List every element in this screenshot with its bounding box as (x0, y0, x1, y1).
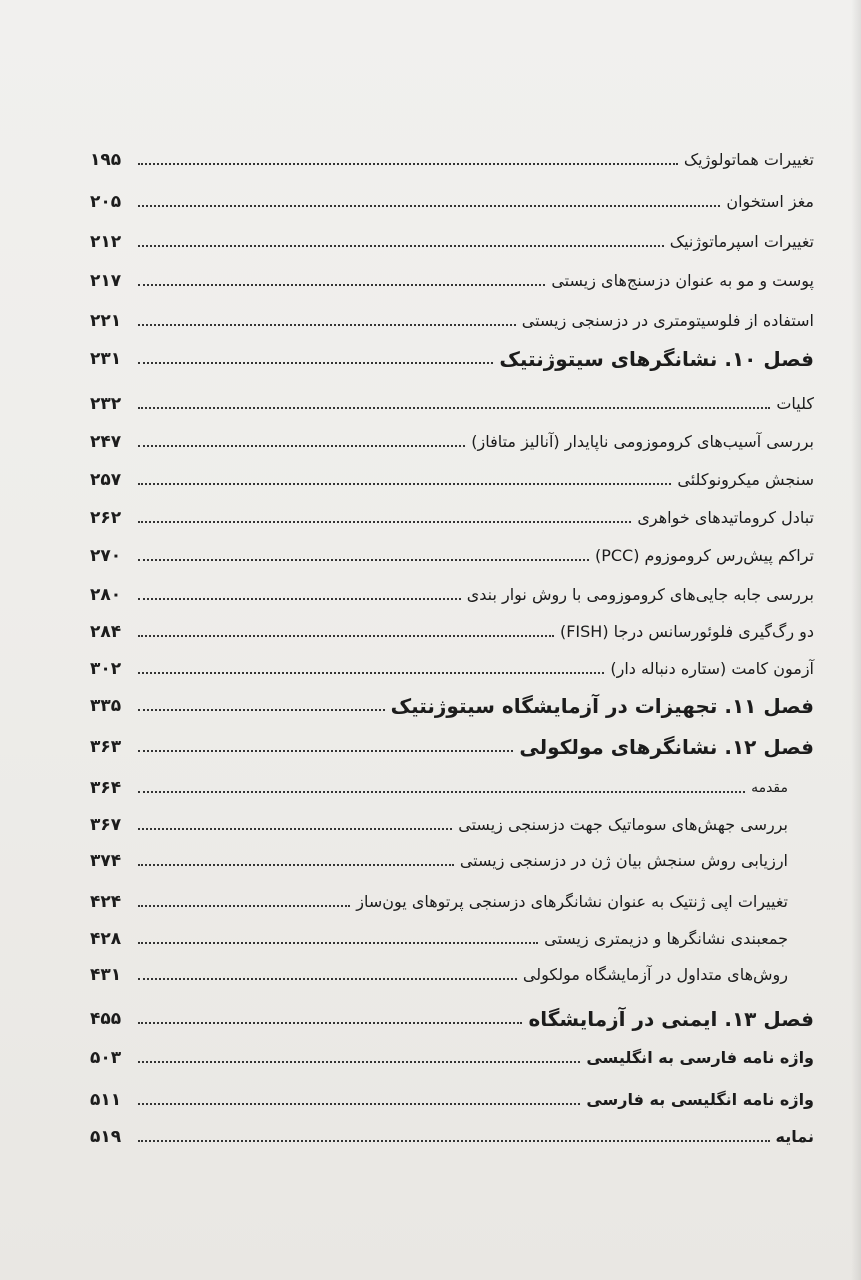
toc-entry (90, 778, 814, 798)
entry-title: بررسی جهش‌های سوماتیک جهت دزسنجی زیستی (458, 815, 788, 834)
entry-title: بررسی آسیب‌های کروموزومی ناپایدار (آنالیز متافاز) (471, 432, 814, 451)
page-number: ۲۳۲ (90, 394, 122, 414)
entry-title: استفاده از فلوسیتومتری در دزسنجی زیستی (521, 311, 814, 330)
dot-leader (138, 521, 631, 523)
toc-entry (90, 965, 814, 985)
toc-entry (90, 659, 814, 679)
page-number: ۲۸۰ (90, 585, 122, 605)
toc-entry (90, 311, 814, 331)
dot-leader (138, 324, 516, 326)
entry-title: نمایه (775, 1127, 814, 1146)
page-number: ۴۳۱ (90, 965, 122, 985)
entry-title: جمعبندی نشانگرها و دزیمتری زیستی (544, 929, 788, 948)
dot-leader (138, 1022, 522, 1024)
dot-leader (138, 163, 678, 165)
toc-entry (90, 192, 814, 212)
page-number: ۲۳۱ (90, 349, 122, 369)
toc-entry (90, 892, 814, 912)
dot-leader (138, 1061, 580, 1063)
toc-entry (90, 1127, 814, 1147)
page-number: ۳۶۷ (90, 815, 122, 835)
dot-leader (138, 672, 604, 674)
page-number: ۲۱۲ (90, 232, 122, 252)
toc-chapter (90, 734, 814, 760)
page-number: ۲۲۱ (90, 311, 122, 331)
toc-entry (90, 1090, 814, 1110)
toc-entry (90, 508, 814, 528)
page-number: ۴۵۵ (90, 1009, 122, 1029)
page-number: ۴۲۴ (90, 892, 122, 912)
dot-leader (138, 905, 350, 907)
page-number: ۲۱۷ (90, 271, 122, 291)
toc-entry (90, 851, 814, 871)
entry-title: پوست و مو به عنوان دزسنج‌های زیستی (551, 271, 814, 290)
entry-title: ارزیابی روش سنجش بیان ژن در دزسنجی زیستی (459, 851, 788, 870)
dot-leader (138, 284, 545, 286)
toc-entry (90, 470, 814, 490)
toc-chapter (90, 693, 814, 719)
page-number: ۲۰۵ (90, 192, 122, 212)
page-number: ۱۹۵ (90, 150, 122, 170)
page-number: ۳۳۵ (90, 696, 122, 716)
page-number: ۲۴۷ (90, 432, 122, 452)
dot-leader (138, 791, 745, 793)
page-number: ۲۶۲ (90, 508, 122, 528)
chapter-title: فصل ۱۳. ایمنی در آزمایشگاه (528, 1007, 814, 1031)
chapter-title: فصل ۱۱. تجهیزات در آزمایشگاه سیتوژنتیک (390, 694, 814, 718)
dot-leader (138, 205, 720, 207)
entry-title: واژه نامه فارسی به انگلیسی (586, 1048, 814, 1067)
dot-leader (138, 362, 493, 364)
page-number: ۳۶۳ (90, 737, 122, 757)
page-number: ۳۶۴ (90, 778, 122, 798)
page-number: ۵۱۹ (90, 1127, 122, 1147)
toc-entry (90, 394, 814, 414)
dot-leader (138, 407, 770, 409)
toc-entry (90, 929, 814, 949)
page-number: ۲۵۷ (90, 470, 122, 490)
entry-title: آزمون کامت (ستاره دنباله دار) (610, 659, 814, 678)
dot-leader (138, 750, 513, 752)
page-number: ۳۷۴ (90, 851, 122, 871)
page-number: ۲۸۴ (90, 622, 122, 642)
dot-leader (138, 978, 517, 980)
dot-leader (138, 445, 465, 447)
dot-leader (138, 709, 385, 711)
page-number: ۳۰۲ (90, 659, 122, 679)
entry-title: تغییرات هماتولوژیک (683, 150, 814, 169)
toc-chapter (90, 1006, 814, 1032)
chapter-title: فصل ۱۲. نشانگرهای مولکولی (519, 735, 814, 759)
dot-leader (138, 1140, 770, 1142)
toc-entry (90, 546, 814, 566)
toc-chapter (90, 346, 814, 372)
entry-title: سنجش میکرونوکلئی (677, 470, 814, 489)
page-edge-shadow (851, 0, 861, 1280)
toc-entry (90, 622, 814, 642)
entry-title: بررسی جابه جایی‌های کروموزومی با روش نوار بندی (466, 585, 814, 604)
toc-entry (90, 271, 814, 291)
entry-title: مقدمه (751, 780, 788, 796)
page-number: ۴۲۸ (90, 929, 122, 949)
toc-entry (90, 585, 814, 605)
toc-entry (90, 150, 814, 170)
entry-title: واژه نامه انگلیسی به فارسی (586, 1090, 814, 1109)
dot-leader (138, 559, 589, 561)
toc-entry (90, 815, 814, 835)
toc-entry (90, 1048, 814, 1068)
entry-title: کلیات (776, 394, 814, 413)
toc-entry (90, 232, 814, 252)
page-number: ۵۰۳ (90, 1048, 122, 1068)
dot-leader (138, 635, 554, 637)
page-number: ۲۷۰ (90, 546, 122, 566)
entry-title: دو رگ‌گیری فلوئورسانس درجا (FISH) (559, 622, 814, 641)
entry-title: مغز استخوان (726, 192, 814, 211)
entry-title: تبادل کروماتیدهای خواهری (637, 508, 814, 527)
chapter-title: فصل ۱۰. نشانگرهای سیتوژنتیک (499, 347, 814, 371)
dot-leader (138, 598, 461, 600)
page-number: ۵۱۱ (90, 1090, 122, 1110)
entry-title: تغییرات اپی ژنتیک به عنوان نشانگرهای دزسنجی پرتوهای یون‌ساز (356, 892, 788, 911)
dot-leader (138, 245, 664, 247)
entry-title: تغییرات اسپرماتوژنیک (669, 232, 814, 251)
dot-leader (138, 828, 452, 830)
dot-leader (138, 864, 454, 866)
toc-entry (90, 432, 814, 452)
dot-leader (138, 942, 538, 944)
entry-title: روش‌های متداول در آزمایشگاه مولکولی (522, 965, 788, 984)
dot-leader (138, 1103, 580, 1105)
entry-title: تراکم پیش‌رس کروموزوم (PCC) (594, 546, 814, 565)
dot-leader (138, 483, 671, 485)
